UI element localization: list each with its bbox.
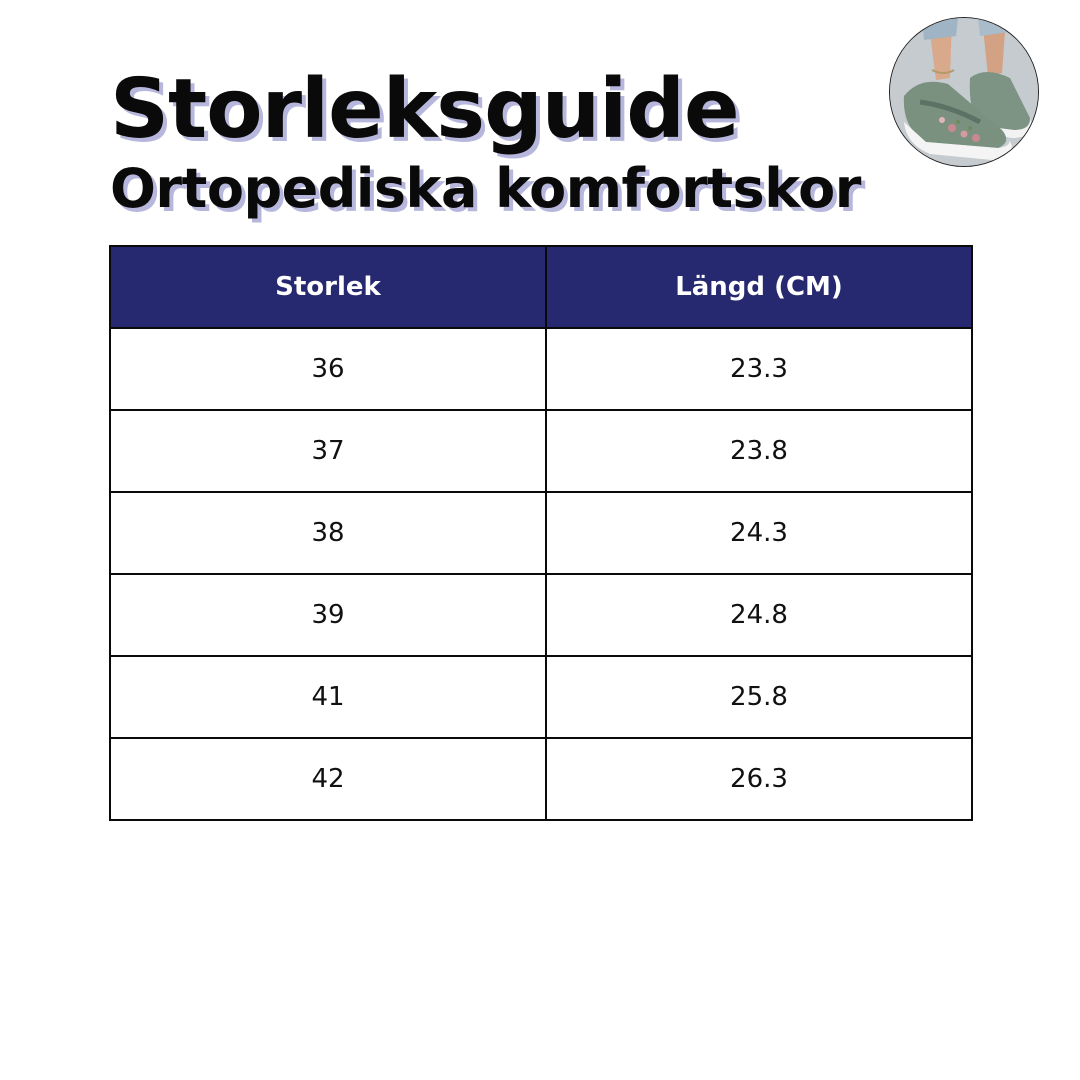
- table-row: [110, 574, 972, 656]
- size-cell: 41: [110, 656, 546, 738]
- column-header-size: Storlek: [110, 246, 546, 328]
- length-cell: 23.3: [546, 328, 972, 410]
- table-row: [110, 410, 972, 492]
- length-cell: 25.8: [546, 656, 972, 738]
- size-table: [109, 245, 973, 821]
- length-cell: 26.3: [546, 738, 972, 820]
- page-title: Storleksguide: [110, 62, 739, 157]
- length-cell: 24.8: [546, 574, 972, 656]
- table-row: [110, 492, 972, 574]
- size-cell: 42: [110, 738, 546, 820]
- page-subtitle: Ortopediska komfortskor: [110, 157, 861, 220]
- size-cell: 38: [110, 492, 546, 574]
- size-cell: 36: [110, 328, 546, 410]
- table-row: [110, 328, 972, 410]
- table-row: [110, 738, 972, 820]
- column-header-length: Längd (CM): [546, 246, 972, 328]
- shoe-photo-icon: [889, 17, 1039, 167]
- table-row: [110, 656, 972, 738]
- length-cell: 23.8: [546, 410, 972, 492]
- size-cell: 37: [110, 410, 546, 492]
- length-cell: 24.3: [546, 492, 972, 574]
- page-heading: [110, 62, 861, 220]
- size-cell: 39: [110, 574, 546, 656]
- table-header-row: [110, 246, 972, 328]
